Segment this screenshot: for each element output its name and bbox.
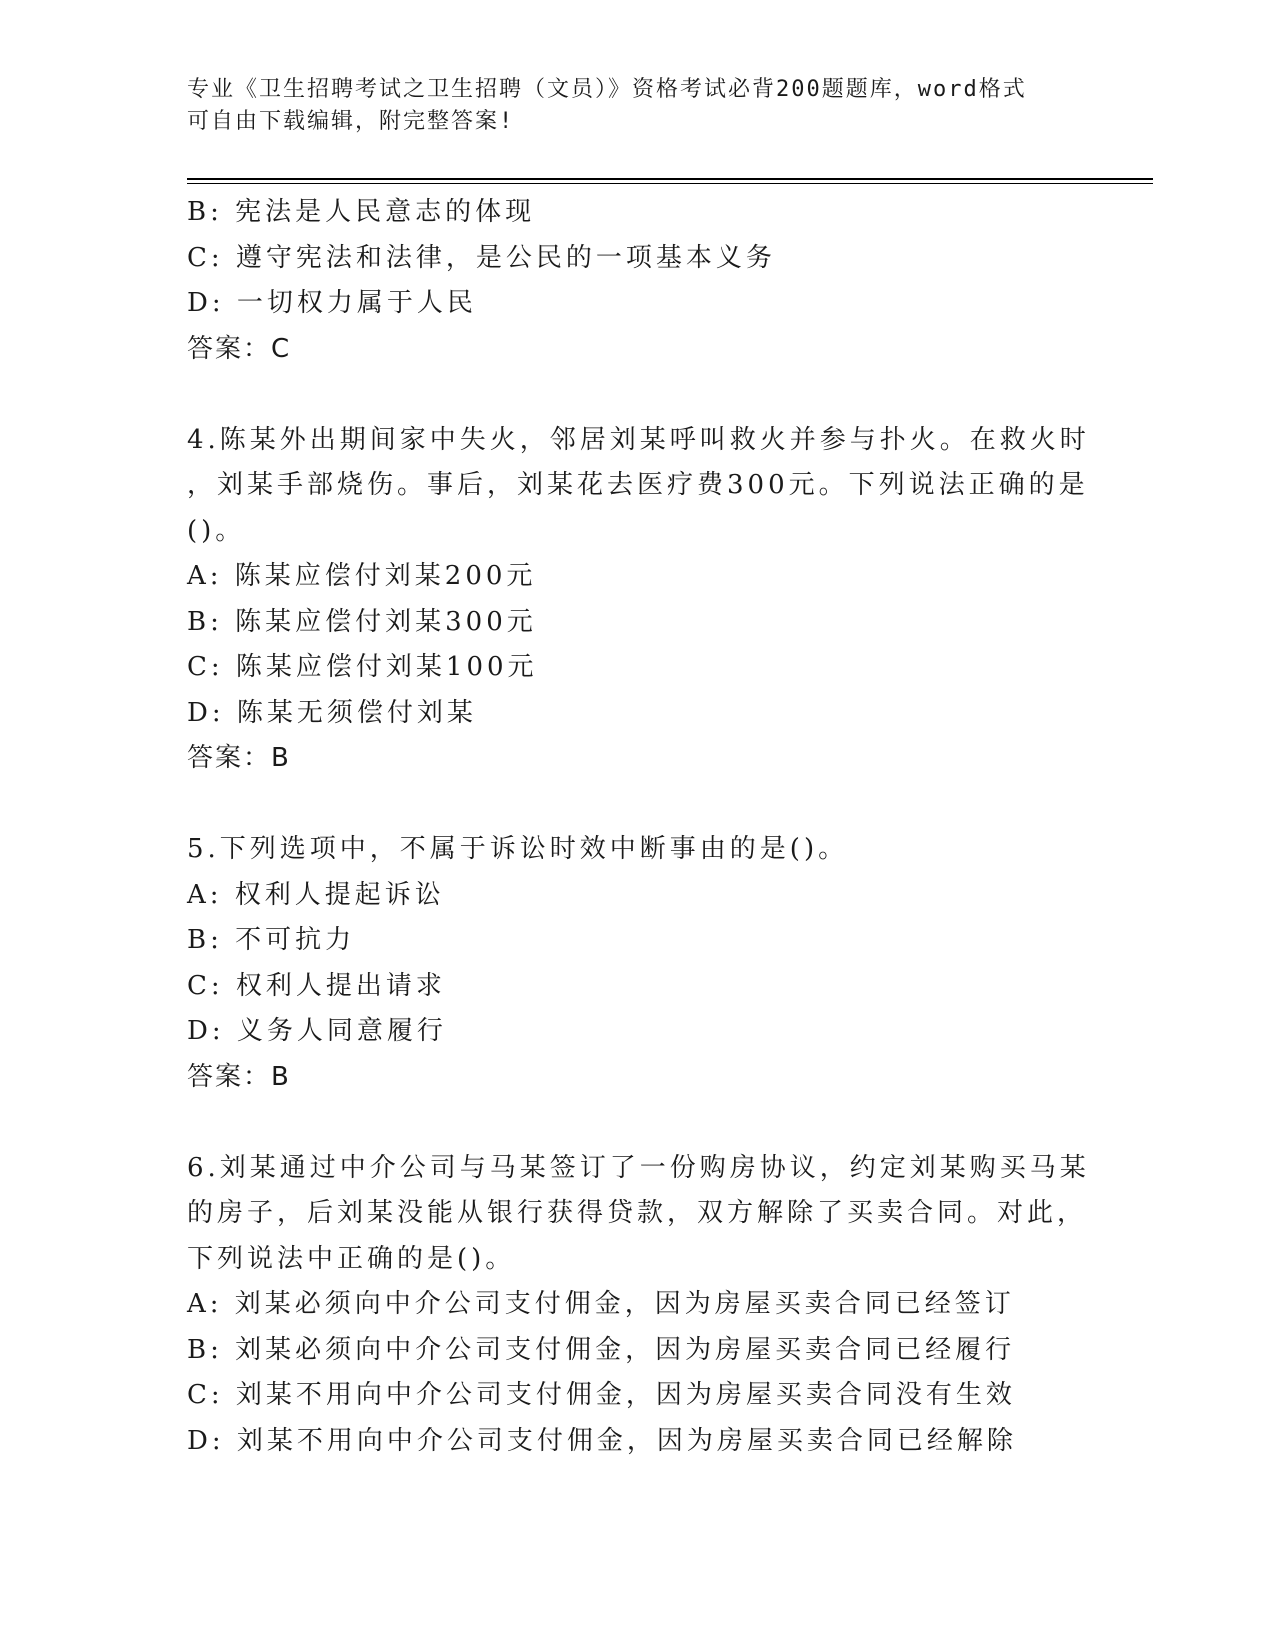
option-a: A: 刘某必须向中介公司支付佣金，因为房屋买卖合同已经签订 xyxy=(187,1289,1015,1319)
question-text-line: 5.下列选项中，不属于诉讼时效中断事由的是()。 xyxy=(187,834,849,864)
question-4 xyxy=(187,418,1090,782)
question-text-line: ，刘某手部烧伤。事后，刘某花去医疗费300元。下列说法正确的是 xyxy=(187,470,1089,500)
question-text-line: 4.陈某外出期间家中失火，邻居刘某呼叫救火并参与扑火。在救火时 xyxy=(187,424,1090,455)
option-a: A: 权利人提起诉讼 xyxy=(187,879,445,910)
option-c: C: 遵守宪法和法律，是公民的一项基本义务 xyxy=(187,242,776,273)
answer: 答案：C xyxy=(187,333,292,364)
option-b: B: 不可抗力 xyxy=(187,925,356,955)
question-text-line: ()。 xyxy=(187,515,246,546)
header-rule-thin xyxy=(187,183,1153,184)
option-c: C: 陈某应偿付刘某100元 xyxy=(187,652,538,682)
answer: 答案：B xyxy=(187,743,291,773)
answer: 答案：B xyxy=(187,1061,291,1092)
document-header xyxy=(187,74,1067,138)
option-d: D: 刘某不用向中介公司支付佣金，因为房屋买卖合同已经解除 xyxy=(187,1425,1017,1456)
question-text-line: 的房子，后刘某没能从银行获得贷款，双方解除了买卖合同。对此， xyxy=(187,1198,1088,1228)
question-text-line: 下列说法中正确的是()。 xyxy=(187,1243,516,1274)
question-content xyxy=(187,190,1090,1464)
option-b: B: 宪法是人民意志的体现 xyxy=(187,197,536,227)
header-line-2: 可自由下载编辑，附完整答案! xyxy=(187,109,515,134)
header-line-1: 专业《卫生招聘考试之卫生招聘（文员）》资格考试必背200题题库，word格式 xyxy=(187,77,1027,102)
question-5 xyxy=(187,827,1067,1100)
option-d: D: 一切权力属于人民 xyxy=(187,288,477,318)
option-d: D: 义务人同意履行 xyxy=(187,1016,447,1046)
option-b: B: 陈某应偿付刘某300元 xyxy=(187,606,537,637)
question-text-line: 6.刘某通过中介公司与马某签订了一份购房协议，约定刘某购买马某 xyxy=(187,1152,1090,1183)
option-c: C: 权利人提出请求 xyxy=(187,970,446,1001)
option-a: A: 陈某应偿付刘某200元 xyxy=(187,561,537,591)
option-c: C: 刘某不用向中介公司支付佣金，因为房屋买卖合同没有生效 xyxy=(187,1380,1016,1410)
header-rule-thick xyxy=(187,178,1153,180)
option-d: D: 陈某无须偿付刘某 xyxy=(187,697,477,728)
question-6 xyxy=(187,1146,1090,1465)
option-b: B: 刘某必须向中介公司支付佣金，因为房屋买卖合同已经履行 xyxy=(187,1334,1016,1365)
question-3 xyxy=(187,190,1067,372)
